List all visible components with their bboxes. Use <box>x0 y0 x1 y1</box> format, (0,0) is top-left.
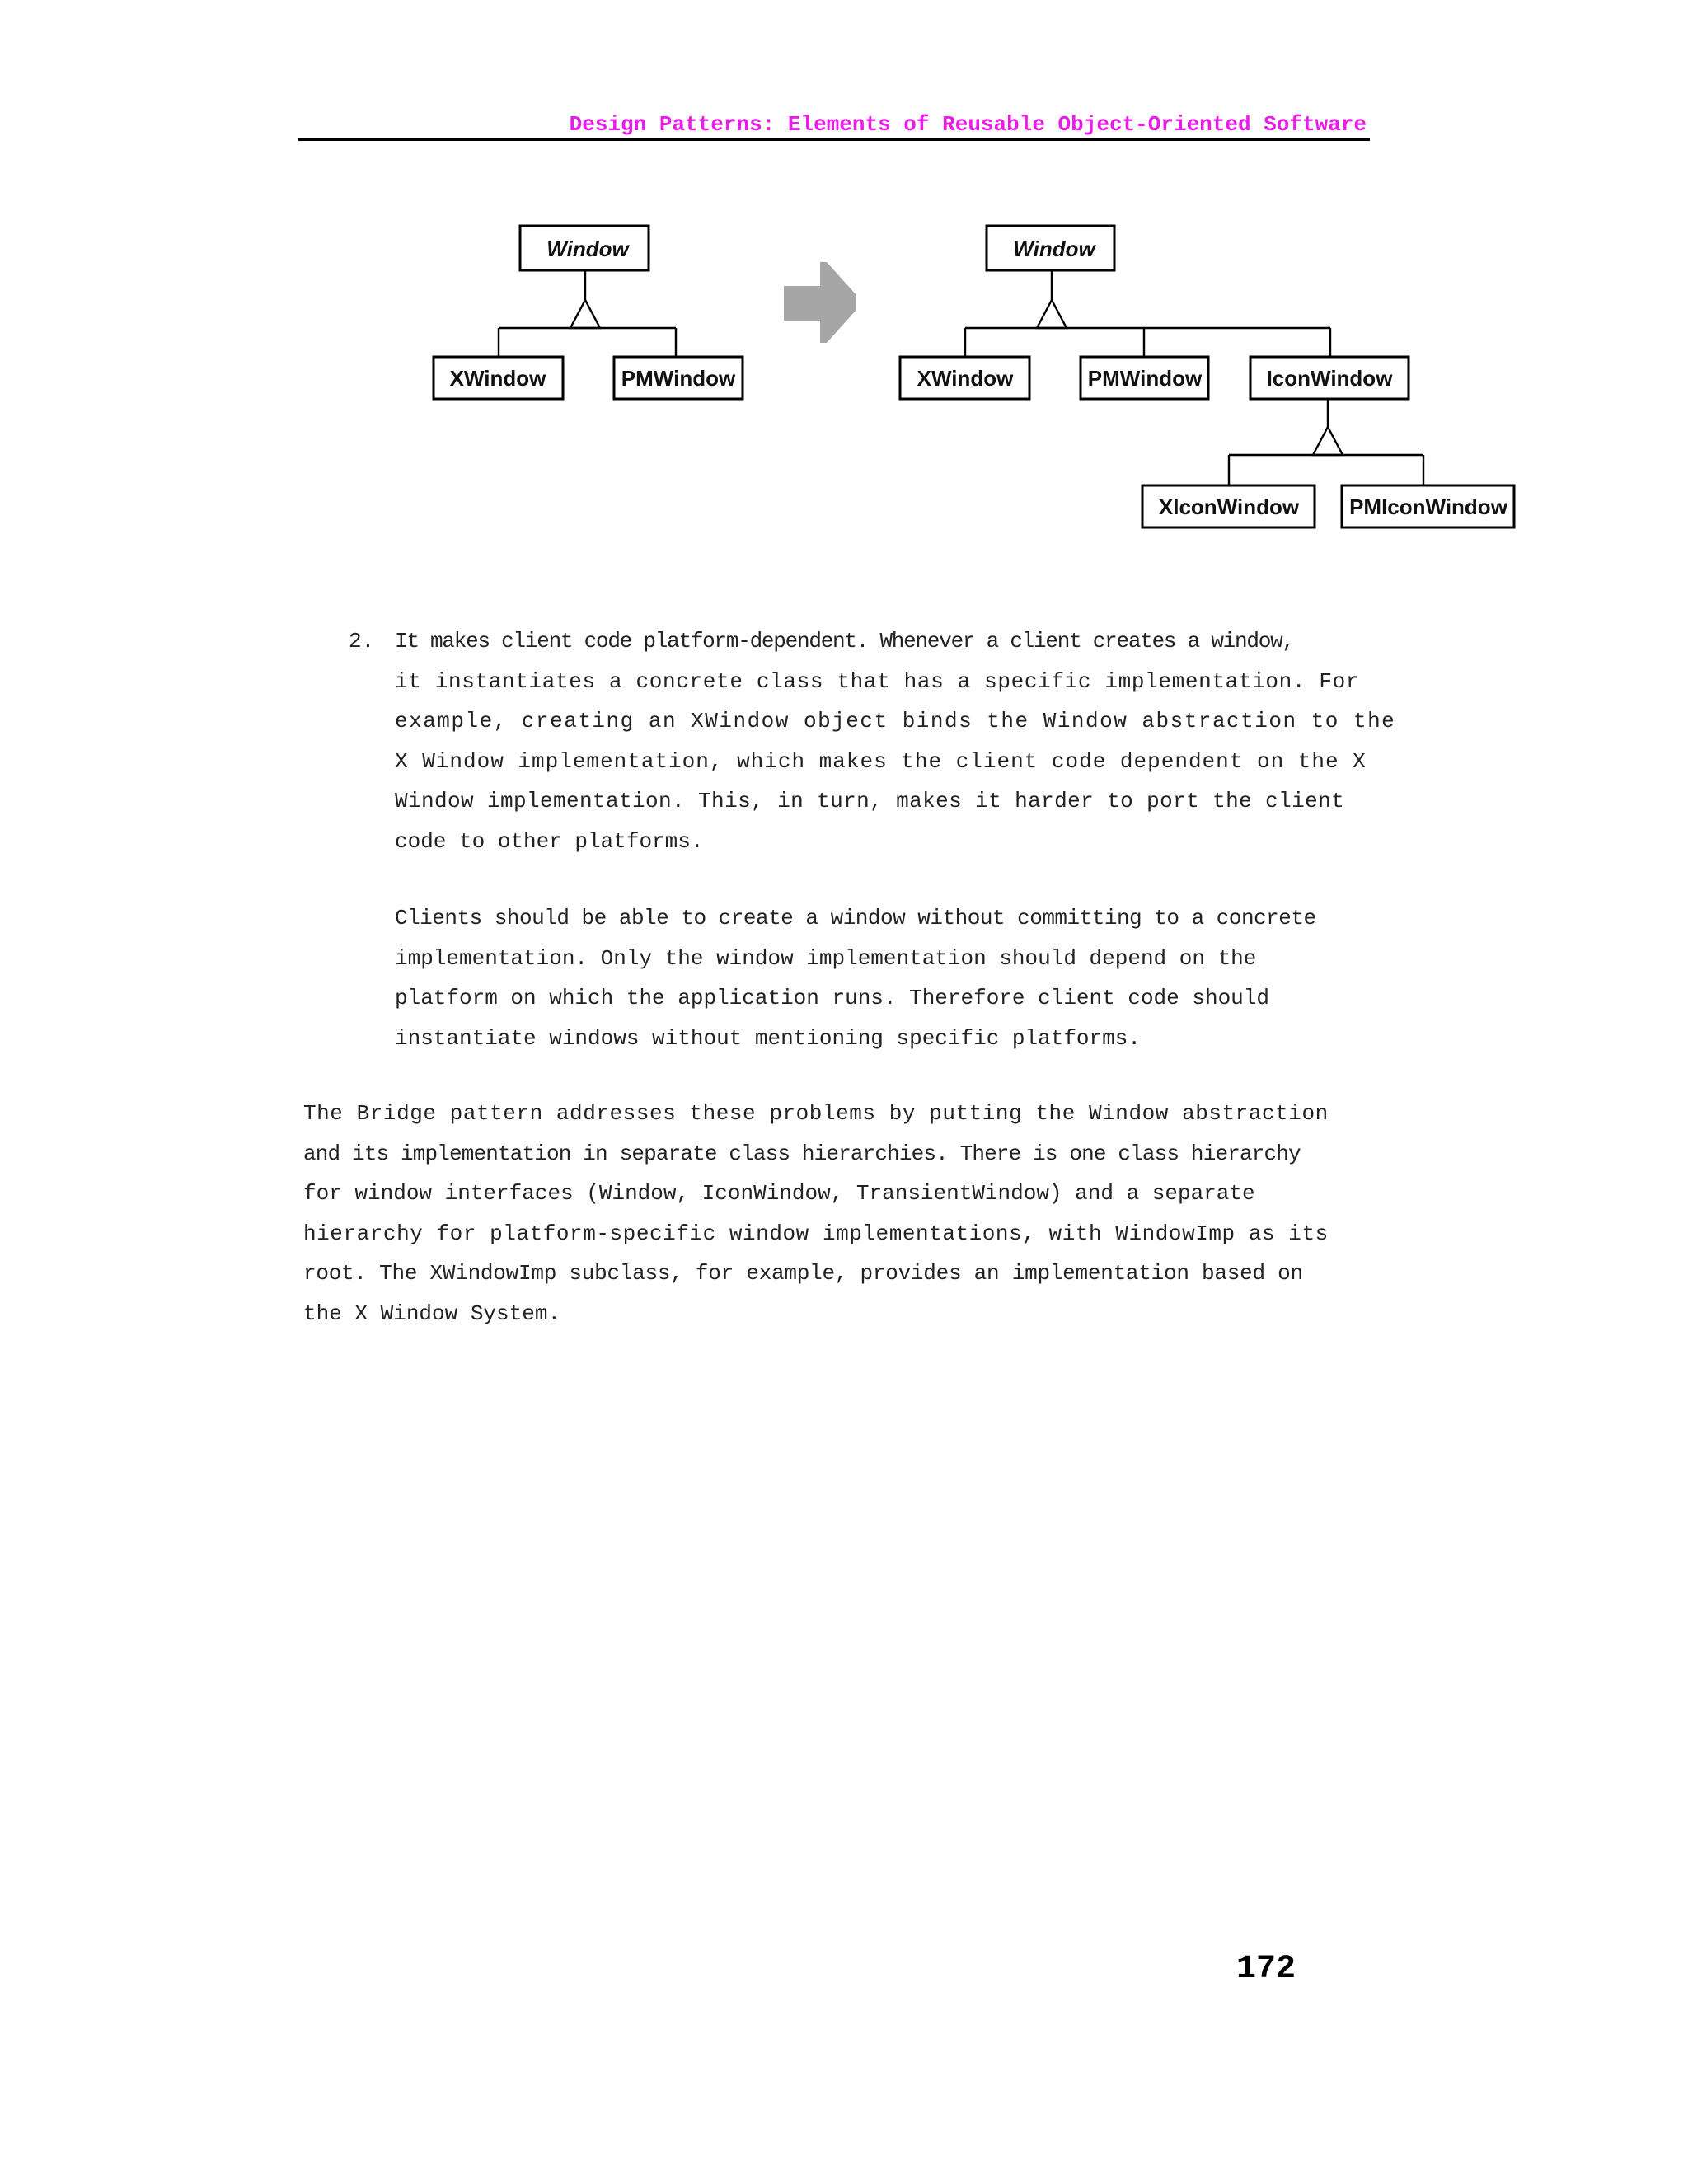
right-inheritance-triangle <box>1037 300 1067 328</box>
left-inheritance-triangle <box>570 300 600 328</box>
right-hierarchy <box>900 226 1514 527</box>
iconwindow-inheritance-triangle <box>1313 427 1343 455</box>
text-line: instantiate windows without mentioning specific platforms. <box>395 1025 1141 1051</box>
list-marker: 2. <box>349 629 375 654</box>
text-line: root. The XWindowImp subclass, for example, provides an implementation based on <box>303 1261 1303 1286</box>
right-pmwindow-label: PMWindow <box>1087 366 1203 391</box>
right-window-label: Window <box>1013 237 1095 261</box>
text-line: the X Window System. <box>303 1301 561 1326</box>
text-line: implementation. Only the window implementation should depend on the <box>395 945 1257 971</box>
left-xwindow-label: XWindow <box>449 366 546 391</box>
text-line: platform on which the application runs. Therefore client code should <box>395 986 1269 1010</box>
text-line: it instantiates a concrete class that has a specific implementation. For <box>395 668 1360 694</box>
text-line: hierarchy for platform-specific window implementations, with WindowImp as its <box>303 1221 1329 1246</box>
list-item-paragraph-1 <box>395 621 1395 861</box>
page-number: 172 <box>1236 1951 1296 1988</box>
pmiconwindow-label: PMIconWindow <box>1349 494 1507 519</box>
xiconwindow-label: XIconWindow <box>1158 494 1300 519</box>
text-line: Window implementation. This, in turn, makes it harder to port the client <box>395 789 1345 813</box>
block-right-arrow-icon <box>784 262 856 343</box>
right-xwindow-label: XWindow <box>917 366 1014 391</box>
class-hierarchy-figure <box>0 0 1688 593</box>
text-line: It makes client code platform-dependent. Whenever a client creates a window, <box>395 629 1294 654</box>
list-item-paragraph-2 <box>395 898 1316 1058</box>
running-header: Design Patterns: Elements of Reusable Object-Oriented Software <box>569 112 1367 137</box>
text-line: Clients should be able to create a window without committing to a concrete <box>395 906 1316 930</box>
text-line: X Window implementation, which makes the client code dependent on the X <box>395 748 1367 774</box>
body-paragraph <box>303 1094 1329 1333</box>
text-line: The Bridge pattern addresses these problems by putting the Window abstraction <box>303 1101 1329 1126</box>
left-window-label: Window <box>546 237 629 261</box>
text-line: and its implementation in separate class hierarchies. There is one class hierarchy <box>303 1141 1301 1166</box>
text-line: example, creating an XWindow object binds the Window abstraction to the <box>395 709 1396 733</box>
text-line: code to other platforms. <box>395 828 704 854</box>
text-line: for window interfaces (Window, IconWindow, TransientWindow) and a separate <box>303 1181 1255 1206</box>
left-hierarchy <box>434 226 743 399</box>
right-iconwindow-label: IconWindow <box>1266 366 1393 391</box>
left-pmwindow-label: PMWindow <box>621 366 736 391</box>
